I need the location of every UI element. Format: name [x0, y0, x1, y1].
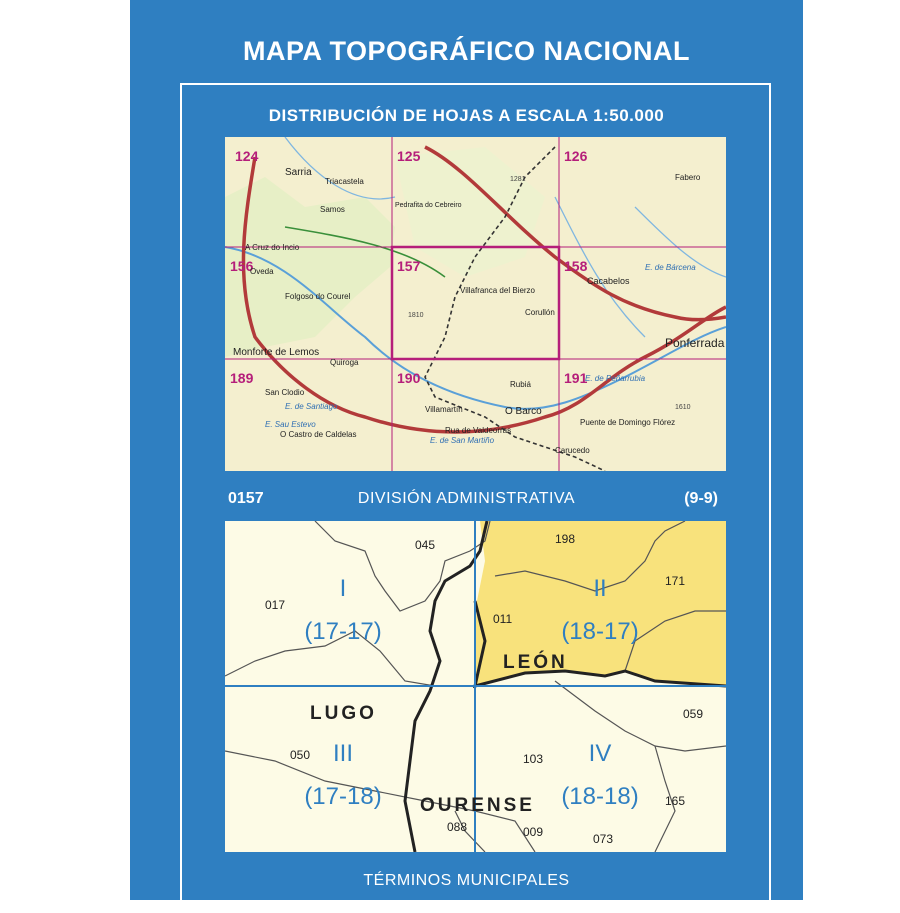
municipality-code: 050: [290, 748, 311, 762]
reservoir-label: E. Sau Estevo: [265, 420, 316, 429]
grid-code: (9-9): [684, 490, 718, 507]
place-label: Rubiá: [510, 380, 531, 389]
place-label: Cacabelos: [587, 276, 630, 286]
place-label: Villamartín: [425, 405, 463, 414]
place-label: Samos: [320, 205, 345, 214]
municipality-code: 059: [683, 707, 704, 721]
place-label: Oveda: [250, 267, 274, 276]
sheet-number: 191: [564, 370, 588, 386]
place-label: A Cruz do Incio: [245, 243, 300, 252]
map-cover: [130, 0, 803, 900]
municipality-code: 088: [447, 820, 468, 834]
place-label: Rua de Valdeorras: [445, 426, 512, 435]
place-label: O Castro de Caldelas: [280, 430, 357, 439]
place-label: Quiroga: [330, 358, 359, 367]
quadrant-roman: III: [332, 740, 354, 767]
info-row: [130, 490, 803, 512]
footer-label: TÉRMINOS MUNICIPALES: [363, 872, 570, 889]
municipality-code: 009: [523, 825, 544, 839]
municipality-code: 073: [593, 832, 614, 846]
place-label: Monforte de Lemos: [233, 347, 320, 358]
reservoir-label: E. de San Martiño: [430, 436, 495, 445]
province-name: LUGO: [310, 703, 377, 724]
sheet-number: 189: [230, 370, 254, 386]
municipality-code: 011: [493, 612, 513, 626]
place-label: Ponferrada: [665, 336, 725, 350]
place-label: O Barco: [505, 406, 542, 417]
cover-title: MAPA TOPOGRÁFICO NACIONAL: [243, 36, 690, 66]
admin-division-map[interactable]: [225, 521, 726, 852]
quadrant-code: (17-18): [304, 783, 382, 810]
place-label: Fabero: [675, 173, 701, 182]
quadrant-code: (17-17): [304, 618, 382, 645]
sheet-number: 190: [397, 370, 421, 386]
admin-map-svg: [225, 521, 726, 852]
municipality-code: 045: [415, 538, 436, 552]
municipality-code: 171: [665, 574, 686, 588]
elevation-label: 1610: [675, 404, 691, 411]
elevation-label: 1281: [510, 176, 526, 183]
sheet-index-map[interactable]: [225, 137, 726, 471]
sheet-number: 124: [235, 148, 259, 164]
municipality-code: 017: [265, 598, 286, 612]
province-name: LEÓN: [503, 652, 568, 673]
reservoir-label: E. de Peñarrubia: [585, 374, 646, 383]
place-label: Pedrafita do Cebreiro: [395, 202, 462, 209]
elevation-label: 1810: [408, 312, 424, 319]
quadrant-roman: I: [339, 575, 347, 602]
place-label: Villafranca del Bierzo: [460, 286, 536, 295]
sheet-number: 157: [397, 258, 421, 274]
sheet-index-svg: [225, 137, 726, 471]
place-label: Corullón: [525, 308, 555, 317]
quadrant-code: (18-17): [561, 618, 639, 645]
place-label: Triacastela: [325, 177, 364, 186]
quadrant-code: (18-18): [561, 783, 639, 810]
municipality-code: 198: [555, 532, 576, 546]
place-label: Folgoso do Courel: [285, 292, 351, 301]
index-map-title: DISTRIBUCIÓN DE HOJAS A ESCALA 1:50.000: [268, 106, 665, 125]
quadrant-roman: IV: [588, 740, 612, 767]
reservoir-label: E. de Santiago: [285, 402, 338, 411]
municipality-code: 103: [523, 752, 544, 766]
place-label: Sarria: [285, 167, 312, 178]
reservoir-label: E. de Bárcena: [645, 263, 696, 272]
sheet-code: 0157: [228, 490, 264, 507]
quadrant-roman: II: [593, 575, 607, 602]
admin-division-title: DIVISIÓN ADMINISTRATIVA: [357, 490, 576, 507]
municipality-code: 165: [665, 794, 686, 808]
sheet-number: 125: [397, 148, 421, 164]
province-name: OURENSE: [420, 795, 535, 816]
place-label: Puente de Domingo Flórez: [580, 418, 676, 427]
sheet-number: 158: [564, 258, 588, 274]
sheet-number: 126: [564, 148, 588, 164]
sheet-number: 156: [230, 258, 254, 274]
place-label: San Clodio: [265, 388, 305, 397]
place-label: Carucedo: [555, 446, 590, 455]
